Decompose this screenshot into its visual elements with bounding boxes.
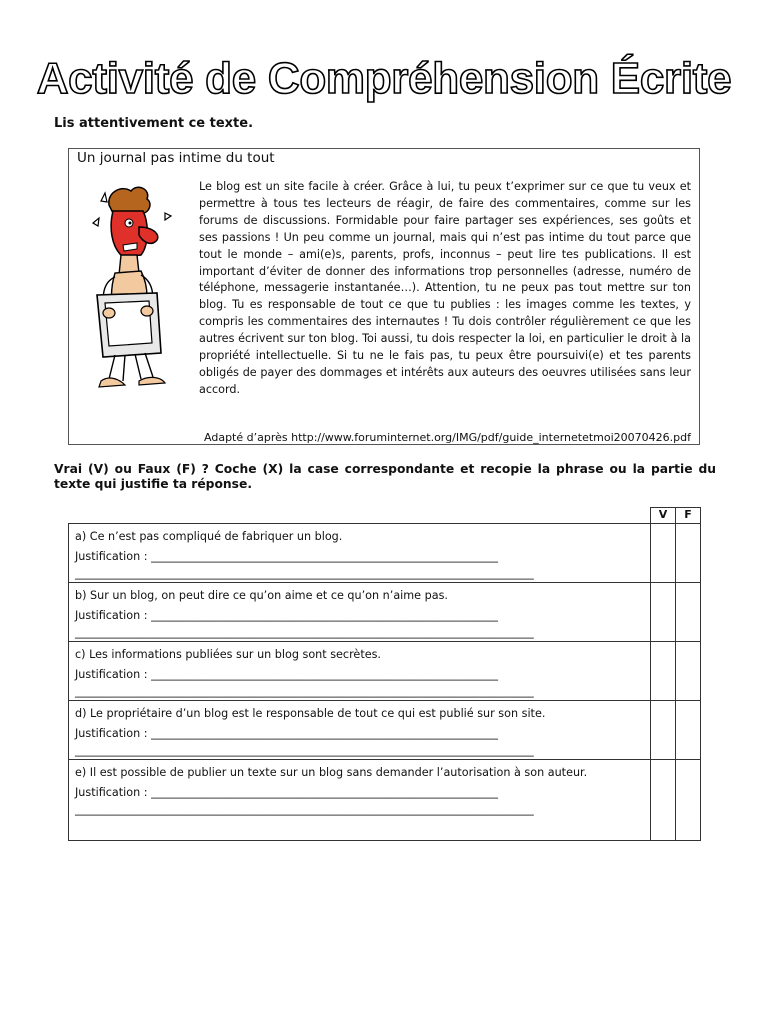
statement-cell [69, 524, 651, 583]
statement-cell [69, 642, 651, 701]
answer-blank: ______________________________________________________________ [151, 727, 498, 740]
justification-line[interactable] [69, 606, 650, 626]
statement-b: b) Sur un blog, on peut dire ce qu’on aime et ce qu’on n’aime pas. [75, 589, 448, 602]
table-row [69, 701, 701, 760]
checkbox-v-a[interactable] [651, 524, 676, 583]
answer-blank: ______________________________________________________________ [151, 786, 498, 799]
statement-cell [69, 701, 651, 760]
table-row [69, 583, 701, 642]
justification-label: Justification : [75, 786, 152, 799]
table-row [69, 642, 701, 701]
answer-blank: ______________________________________________________________ [151, 668, 498, 681]
table-row [69, 524, 701, 583]
article-box [68, 148, 700, 445]
justification-label: Justification : [75, 609, 152, 622]
worksheet-title: Activité de Compréhension Écrite [36, 54, 732, 103]
article-source: Adapté d’après http://www.foruminternet.org/IMG/pdf/guide_internetetmoi20070426.pdf [204, 431, 691, 444]
header-f: F [676, 508, 701, 524]
answer-line-2[interactable]: __________________________________________________________________________________ [75, 744, 534, 757]
true-false-instruction: Vrai (V) ou Faux (F) ? Coche (X) la case correspondante et recopie la phrase ou la partie du texte qui justifie ta réponse. [54, 462, 716, 491]
table-row [69, 760, 701, 841]
header-v: V [651, 508, 676, 524]
statement-d: d) Le propriétaire d’un blog est le responsable de tout ce qui est publié sur son site. [75, 707, 546, 720]
table-header-row [69, 508, 701, 524]
statement-a: a) Ce n’est pas compliqué de fabriquer un blog. [75, 530, 343, 543]
image-float-spacer [77, 179, 199, 415]
answer-line-2[interactable]: __________________________________________________________________________________ [75, 626, 534, 639]
header-blank-cell [69, 508, 651, 524]
reading-instruction: Lis attentivement ce texte. [54, 116, 254, 131]
article-body-wrap [77, 179, 691, 415]
checkbox-v-b[interactable] [651, 583, 676, 642]
justification-label: Justification : [75, 727, 152, 740]
article-title: Un journal pas intime du tout [77, 150, 275, 166]
checkbox-f-e[interactable] [676, 760, 701, 841]
justification-label: Justification : [75, 668, 152, 681]
justification-line[interactable] [69, 783, 650, 803]
answer-line-2[interactable]: __________________________________________________________________________________ [75, 803, 534, 816]
statement-cell [69, 760, 651, 841]
checkbox-v-d[interactable] [651, 701, 676, 760]
checkbox-f-a[interactable] [676, 524, 701, 583]
justification-line[interactable] [69, 724, 650, 744]
justification-line[interactable] [69, 547, 650, 567]
checkbox-f-b[interactable] [676, 583, 701, 642]
checkbox-v-e[interactable] [651, 760, 676, 841]
answer-blank: ______________________________________________________________ [151, 550, 498, 563]
answer-blank: ______________________________________________________________ [151, 609, 498, 622]
article-body: Le blog est un site facile à créer. Grâce à lui, tu peux t’exprimer sur ce que tu veux et permettre à tous tes lecteurs de réagir, de faire des commentaires, comme sur les forums de discussions. Formidable pour faire partager ses expériences, ses goûts et ses passions ! Un peu comme un journal, mais qui n’est pas intime du tout parce que tout le monde – ami(e)s, parents, profs, inconnus – peut lire tes publications. Il est important d’éviter de donner des informations trop personnelles (adresse, numéro de téléphone, messagerie instantanée…). Attention, tu ne peux pas tout mettre sur ton blog. Tu es responsable de tout ce que tu publies : les images comme les textes, y compris les commentaires des internautes ! Tu dois contrôler régulièrement ce que les autres écrivent sur ton blog. Toi aussi, tu dois respecter la loi, en particulier le droit à la propriété intellectuelle. Si tu ne le fais pas, tu peux être poursuivi(e) et tes parents obligés de payer des dommages et intérêts aux auteurs des oeuvres utilisées sans leur accord. [199, 180, 691, 396]
statement-c: c) Les informations publiées sur un blog sont secrètes. [75, 648, 381, 661]
answer-line-2[interactable]: __________________________________________________________________________________ [75, 567, 534, 580]
answer-line-2[interactable]: __________________________________________________________________________________ [75, 685, 534, 698]
checkbox-f-d[interactable] [676, 701, 701, 760]
true-false-table [68, 507, 701, 841]
checkbox-v-c[interactable] [651, 642, 676, 701]
checkbox-f-c[interactable] [676, 642, 701, 701]
statement-cell [69, 583, 651, 642]
justification-label: Justification : [75, 550, 152, 563]
statement-e: e) Il est possible de publier un texte sur un blog sans demander l’autorisation à son auteur. [75, 766, 588, 779]
justification-line[interactable] [69, 665, 650, 685]
